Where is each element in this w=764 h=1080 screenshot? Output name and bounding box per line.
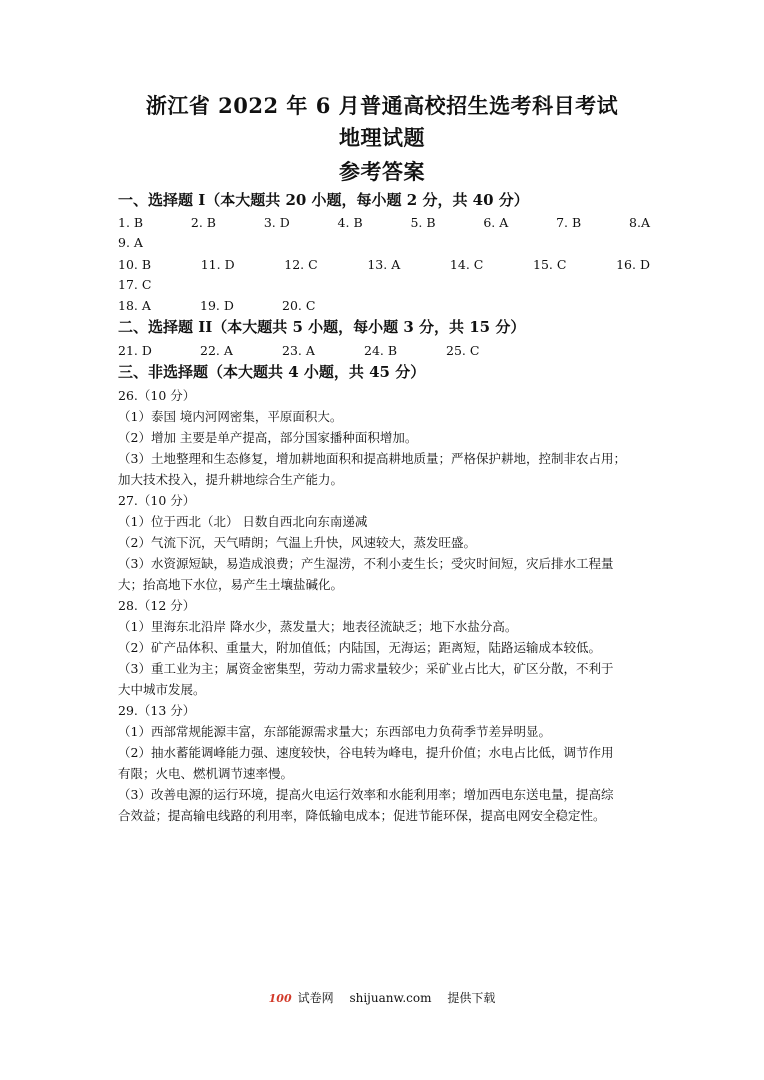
answer-item: 7. B xyxy=(556,215,582,230)
answer-line: （1）西部常规能源丰富，东部能源需求量大；东西部电力负荷季节差异明显。 xyxy=(118,724,551,739)
exam-title: 浙江省 2022 年 6 月普通高校招生选考科目考试 xyxy=(145,93,619,118)
answer-item: 1. B xyxy=(118,215,144,230)
answer-line: 大中城市发展。 xyxy=(118,682,206,697)
section1-heading: 一、选择题 I（本大题共 20 小题，每小题 2 分，共 40 分） xyxy=(118,191,529,209)
answer-item: 11. D xyxy=(200,257,235,272)
answer-item: 4. B xyxy=(337,215,363,230)
answer-line: 加大技术投入，提升耕地综合生产能力。 xyxy=(118,472,344,487)
answer-item: 18. A xyxy=(118,298,151,313)
answer-line: （3）土地整理和生态修复，增加耕地面积和提高耕地质量；严格保护耕地，控制非农占用； xyxy=(118,451,626,466)
answer-item: 25. C xyxy=(446,343,480,358)
answer-line: （1）泰国 境内河网密集，平原面积大。 xyxy=(118,409,343,424)
answer-item: 3. D xyxy=(263,215,290,230)
answers-title: 参考答案 xyxy=(339,159,425,184)
answer-item: 8.A xyxy=(629,215,650,230)
section3-heading: 三、非选择题（本大题共 4 小题，共 45 分） xyxy=(118,363,426,381)
answer-item: 5. B xyxy=(410,215,436,230)
answer-item: 16. D xyxy=(616,257,650,272)
answer-item: 21. D xyxy=(118,343,152,358)
answer-item: 15. C xyxy=(533,257,567,272)
subject-title: 地理试题 xyxy=(339,125,425,150)
answer-line: （3）改善电源的运行环境，提高火电运行效率和水能利用率；增加西电东送电量，提高综 xyxy=(118,787,614,802)
answer-line: 有限；火电、燃机调节速率慢。 xyxy=(118,766,294,781)
download-note: 提供下载 xyxy=(447,991,496,1005)
question-29-header: 29.（13 分） xyxy=(118,703,196,718)
answer-line: （3）重工业为主；属资金密集型，劳动力需求量较少；采矿业占比大，矿区分散，不利于 xyxy=(118,661,614,676)
answer-item: 17. C xyxy=(118,277,152,292)
question-28-header: 28.（12 分） xyxy=(118,598,196,613)
answer-item: 22. A xyxy=(200,343,233,358)
answer-item: 19. D xyxy=(200,298,234,313)
answer-line: （3）水资源短缺，易造成浪费；产生湿涝，不利小麦生长；受灾时间短，灾后排水工程量 xyxy=(118,556,614,571)
answer-row-2 xyxy=(118,256,650,273)
answer-line: （1）里海东北沿岸 降水少，蒸发量大；地表径流缺乏；地下水盐分高。 xyxy=(118,619,518,634)
site-logo: 100 xyxy=(268,992,292,1005)
question-27-header: 27.（10 分） xyxy=(118,493,196,508)
answer-line: （1）位于西北（北） 日数自西北向东南递减 xyxy=(118,514,368,529)
answer-row-3 xyxy=(118,297,315,314)
answer-item: 6. A xyxy=(483,215,509,230)
answer-item: 2. B xyxy=(190,215,216,230)
question-26-header: 26.（10 分） xyxy=(118,388,196,403)
answer-item: 23. A xyxy=(282,343,315,358)
answer-item: 12. C xyxy=(284,257,318,272)
site-name: 试卷网 xyxy=(297,991,334,1005)
answer-item: 20. C xyxy=(282,298,316,313)
answer-line: （2）增加 主要是单产提高，部分国家播种面积增加。 xyxy=(118,430,418,445)
page-footer xyxy=(0,990,764,1007)
site-domain[interactable]: shijuanw.com xyxy=(349,991,432,1005)
answer-row-1 xyxy=(118,214,650,231)
answer-row-4 xyxy=(118,342,479,359)
answer-item: 10. B xyxy=(118,257,152,272)
answer-item: 13. A xyxy=(367,257,401,272)
answer-item: 9. A xyxy=(118,235,143,250)
answer-line: （2）抽水蓄能调峰能力强、速度较快，谷电转为峰电，提升价值；水电占比低，调节作用 xyxy=(118,745,614,760)
answer-item: 24. B xyxy=(364,343,398,358)
section2-heading: 二、选择题 II（本大题共 5 小题，每小题 3 分，共 15 分） xyxy=(118,318,526,336)
answer-line: 合效益；提高输电线路的利用率，降低输电成本；促进节能环保，提高电网安全稳定性。 xyxy=(118,808,606,823)
answer-line: （2）气流下沉，天气晴朗；气温上升快，风速较大，蒸发旺盛。 xyxy=(118,535,476,550)
answer-line: （2）矿产品体积、重量大，附加值低；内陆国，无海运；距离短，陆路运输成本较低。 xyxy=(118,640,601,655)
answer-line: 大；抬高地下水位，易产生土壤盐碱化。 xyxy=(118,577,344,592)
answer-item: 14. C xyxy=(449,257,484,272)
